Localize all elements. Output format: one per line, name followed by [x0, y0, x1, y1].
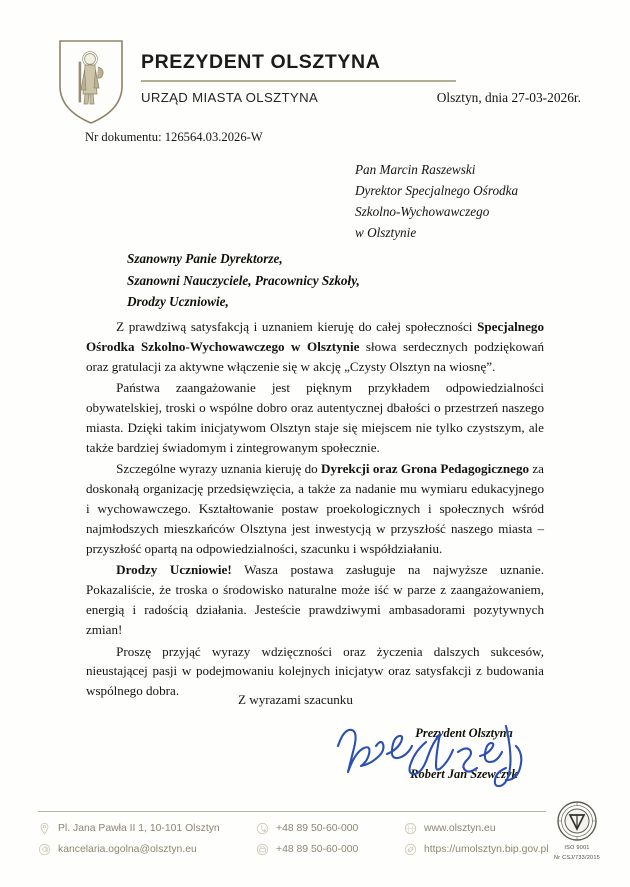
footer-phone-2-text: +48 89 50-60-000 [276, 844, 359, 855]
body-paragraph-5: Proszę przyjąć wyrazy wdzięczności oraz życzenia dalszych sukcesów, nieustającej pasji w podejmowaniu kolejnych inicjatyw oraz satysfakcji z budowania wspólnego dobra. [86, 643, 544, 699]
p3-emphasis: Dyrekcji oraz Grona Pedagogicznego [321, 461, 530, 477]
p1-text-c: słowa serdecznych podziękowań oraz gratulacji za aktywne włączenie się w akcję „Czysty Olsztyn na wiosnę”. [86, 338, 544, 374]
recipient-city: w Olsztynie [355, 224, 417, 240]
letter-body [86, 317, 544, 703]
document-date: Olsztyn, dnia 27-03-2026r. [436, 90, 581, 106]
footer-bip-text[interactable]: https://umolsztyn.bip.gov.pl [424, 844, 549, 855]
header-divider [141, 80, 456, 82]
body-paragraph-1 [86, 317, 544, 377]
p3-text-c: za doskonałą organizację przedsięwzięcia, a także za nadanie mu wymiaru edukacyjnego i wychowawczego. Kształtowanie postaw proekologicznych i społecznych wśród najmłodszych mieszkańców Olsztyna jest inwestycją w przyszłość naszego miasta – przyszłość opartą na odpowiedzialności, szacunku i współdziałaniu. [86, 461, 544, 556]
iso-certification-badge [548, 800, 606, 863]
iso-certification-seal-icon [556, 800, 598, 842]
recipient-role: Dyrektor Specjalnego Ośrodka [355, 182, 519, 198]
signatory-name: Robert Jan Szewczyk [410, 767, 518, 781]
location-pin-icon [38, 822, 51, 835]
body-paragraph-4 [86, 560, 544, 640]
signatory-role: Prezydent Olsztyna [415, 726, 513, 740]
footer-address [38, 822, 256, 835]
salutation-line-3: Drodzy Uczniowie, [127, 294, 229, 310]
recipient-name: Pan Marcin Raszewski [355, 162, 476, 177]
recipient-block [355, 160, 518, 243]
footer-website[interactable] [404, 822, 550, 835]
salutation-block [127, 248, 360, 313]
page-title: PREZYDENT OLSZTYNA [141, 51, 381, 73]
phone-icon [256, 822, 269, 835]
closing-phrase: Z wyrazami szacunku [238, 692, 353, 707]
salutation-line-2: Szanowni Nauczyciele, Pracownicy Szkoły, [127, 272, 360, 288]
p1-emphasis: Specjalnego Ośrodka Szkolno-Wychowawczego w Olsztynie [86, 319, 544, 354]
footer-email[interactable] [38, 843, 256, 856]
body-paragraph-3 [86, 459, 544, 558]
header-titles [141, 52, 590, 106]
fax-icon [256, 843, 269, 856]
iso-certificate-number: Nr CSJ/733/2015 [554, 855, 600, 862]
footer-divider [38, 811, 546, 812]
recipient-institution: Szkolno-Wychowawczego [355, 203, 490, 219]
signature-block [330, 712, 560, 792]
body-paragraph-2: Państwa zaangażowanie jest pięknym przykładem odpowiedzialności obywatelskiej, troski o wspólne dobro oraz autentycznej dbałości o przestrzeń naszego miasta. Dzięki takim inicjatywom Olsztyn staje się miejscem nie tylko czystszym, ale także bardziej świadomym i zintegrowanym społecznie. [86, 380, 544, 455]
footer-bip[interactable] [404, 843, 550, 856]
globe-icon [404, 822, 417, 835]
at-sign-icon [38, 843, 51, 856]
p4-text-b: Wasza postawa zasługuje na najwyższe uznanie. Pokazaliście, że troska o środowisko naturalne może iść w parze z zaangażowaniem, energią i radością działania. Jesteście prawdziwymi ambasadorami pozytywnych zmian! [86, 562, 544, 638]
footer-address-text: Pl. Jana Pawła II 1, 10-101 Olsztyn [58, 823, 220, 834]
office-subtitle: URZĄD MIASTA OLSZTYNA [141, 90, 319, 106]
footer-phone-2 [256, 843, 404, 856]
p3-text-a: Szczególne wyrazy uznania kieruję do [116, 461, 322, 477]
footer-email-text[interactable]: kancelaria.ogolna@olsztyn.eu [58, 844, 197, 855]
iso-standard: ISO 9001 [564, 845, 590, 851]
footer-contacts [38, 822, 550, 856]
p4-emphasis: Drodzy Uczniowie! [116, 562, 232, 578]
letterhead-header [0, 34, 630, 134]
document-number: Nr dokumentu: 126564.03.2026-W [85, 130, 263, 144]
olsztyn-coat-of-arms-icon [57, 38, 125, 126]
salutation-line-1: Szanowny Panie Dyrektorze, [127, 251, 283, 266]
link-icon [404, 843, 417, 856]
footer-website-text[interactable]: www.olsztyn.eu [424, 823, 496, 834]
p1-text-a: Z prawdziwą satysfakcją i uznaniem kieruję do całej społeczności [116, 319, 478, 334]
footer-phone-1 [256, 822, 404, 835]
footer-phone-1-text: +48 89 50-60-000 [276, 823, 359, 834]
